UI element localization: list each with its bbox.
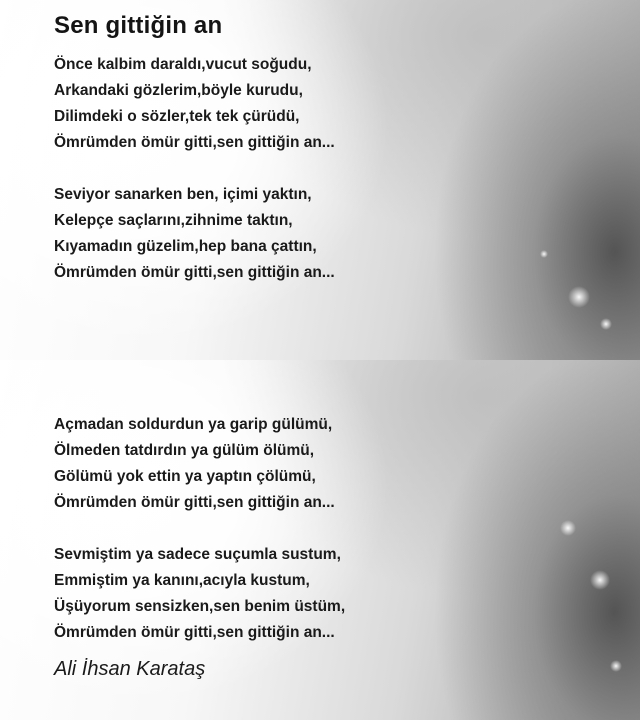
- poem-title: Sen gittiğin an: [54, 12, 223, 39]
- poem-line: Kelepçe saçlarını,zihnime taktın,: [54, 212, 293, 229]
- poem-line: Sevmiştim ya sadece suçumla sustum,: [54, 546, 341, 563]
- stanza-1: [54, 52, 335, 156]
- bokeh-light: [568, 286, 590, 308]
- poem-line: Ömrümden ömür gitti,sen gittiğin an...: [54, 494, 335, 511]
- poem-line: Seviyor sanarken ben, içimi yaktın,: [54, 186, 312, 203]
- poem-line: Üşüyorum sensizken,sen benim üstüm,: [54, 598, 346, 615]
- poem-line: Dilimdeki o sözler,tek tek çürüdü,: [54, 108, 300, 125]
- poem-card-bottom: [0, 360, 640, 720]
- poem-line: Açmadan soldurdun ya garip gülümü,: [54, 416, 333, 433]
- poem-line: Arkandaki gözlerim,böyle kurudu,: [54, 82, 303, 99]
- poem-line: Ömrümden ömür gitti,sen gittiğin an...: [54, 624, 335, 641]
- stanza-2: [54, 182, 335, 286]
- stanza-4: [54, 542, 345, 646]
- poem-line: Kıyamadın güzelim,hep bana çattın,: [54, 238, 317, 255]
- bokeh-light: [600, 318, 612, 330]
- poem-line: Ömrümden ömür gitti,sen gittiğin an...: [54, 134, 335, 151]
- poem-line: Gölümü yok ettin ya yaptın çölümü,: [54, 468, 316, 485]
- bokeh-light: [610, 660, 622, 672]
- poem-line: Ölmeden tatdırdın ya gülüm ölümü,: [54, 442, 315, 459]
- poem-line: Ömrümden ömür gitti,sen gittiğin an...: [54, 264, 335, 281]
- bokeh-light: [540, 250, 548, 258]
- poem-line: Önce kalbim daraldı,vucut soğudu,: [54, 56, 312, 73]
- poem-line: Emmiştim ya kanını,acıyla kustum,: [54, 572, 310, 589]
- bokeh-light: [590, 570, 610, 590]
- poem-author: Ali İhsan Karataş: [54, 658, 206, 680]
- stanza-3: [54, 412, 335, 516]
- bokeh-light: [560, 520, 576, 536]
